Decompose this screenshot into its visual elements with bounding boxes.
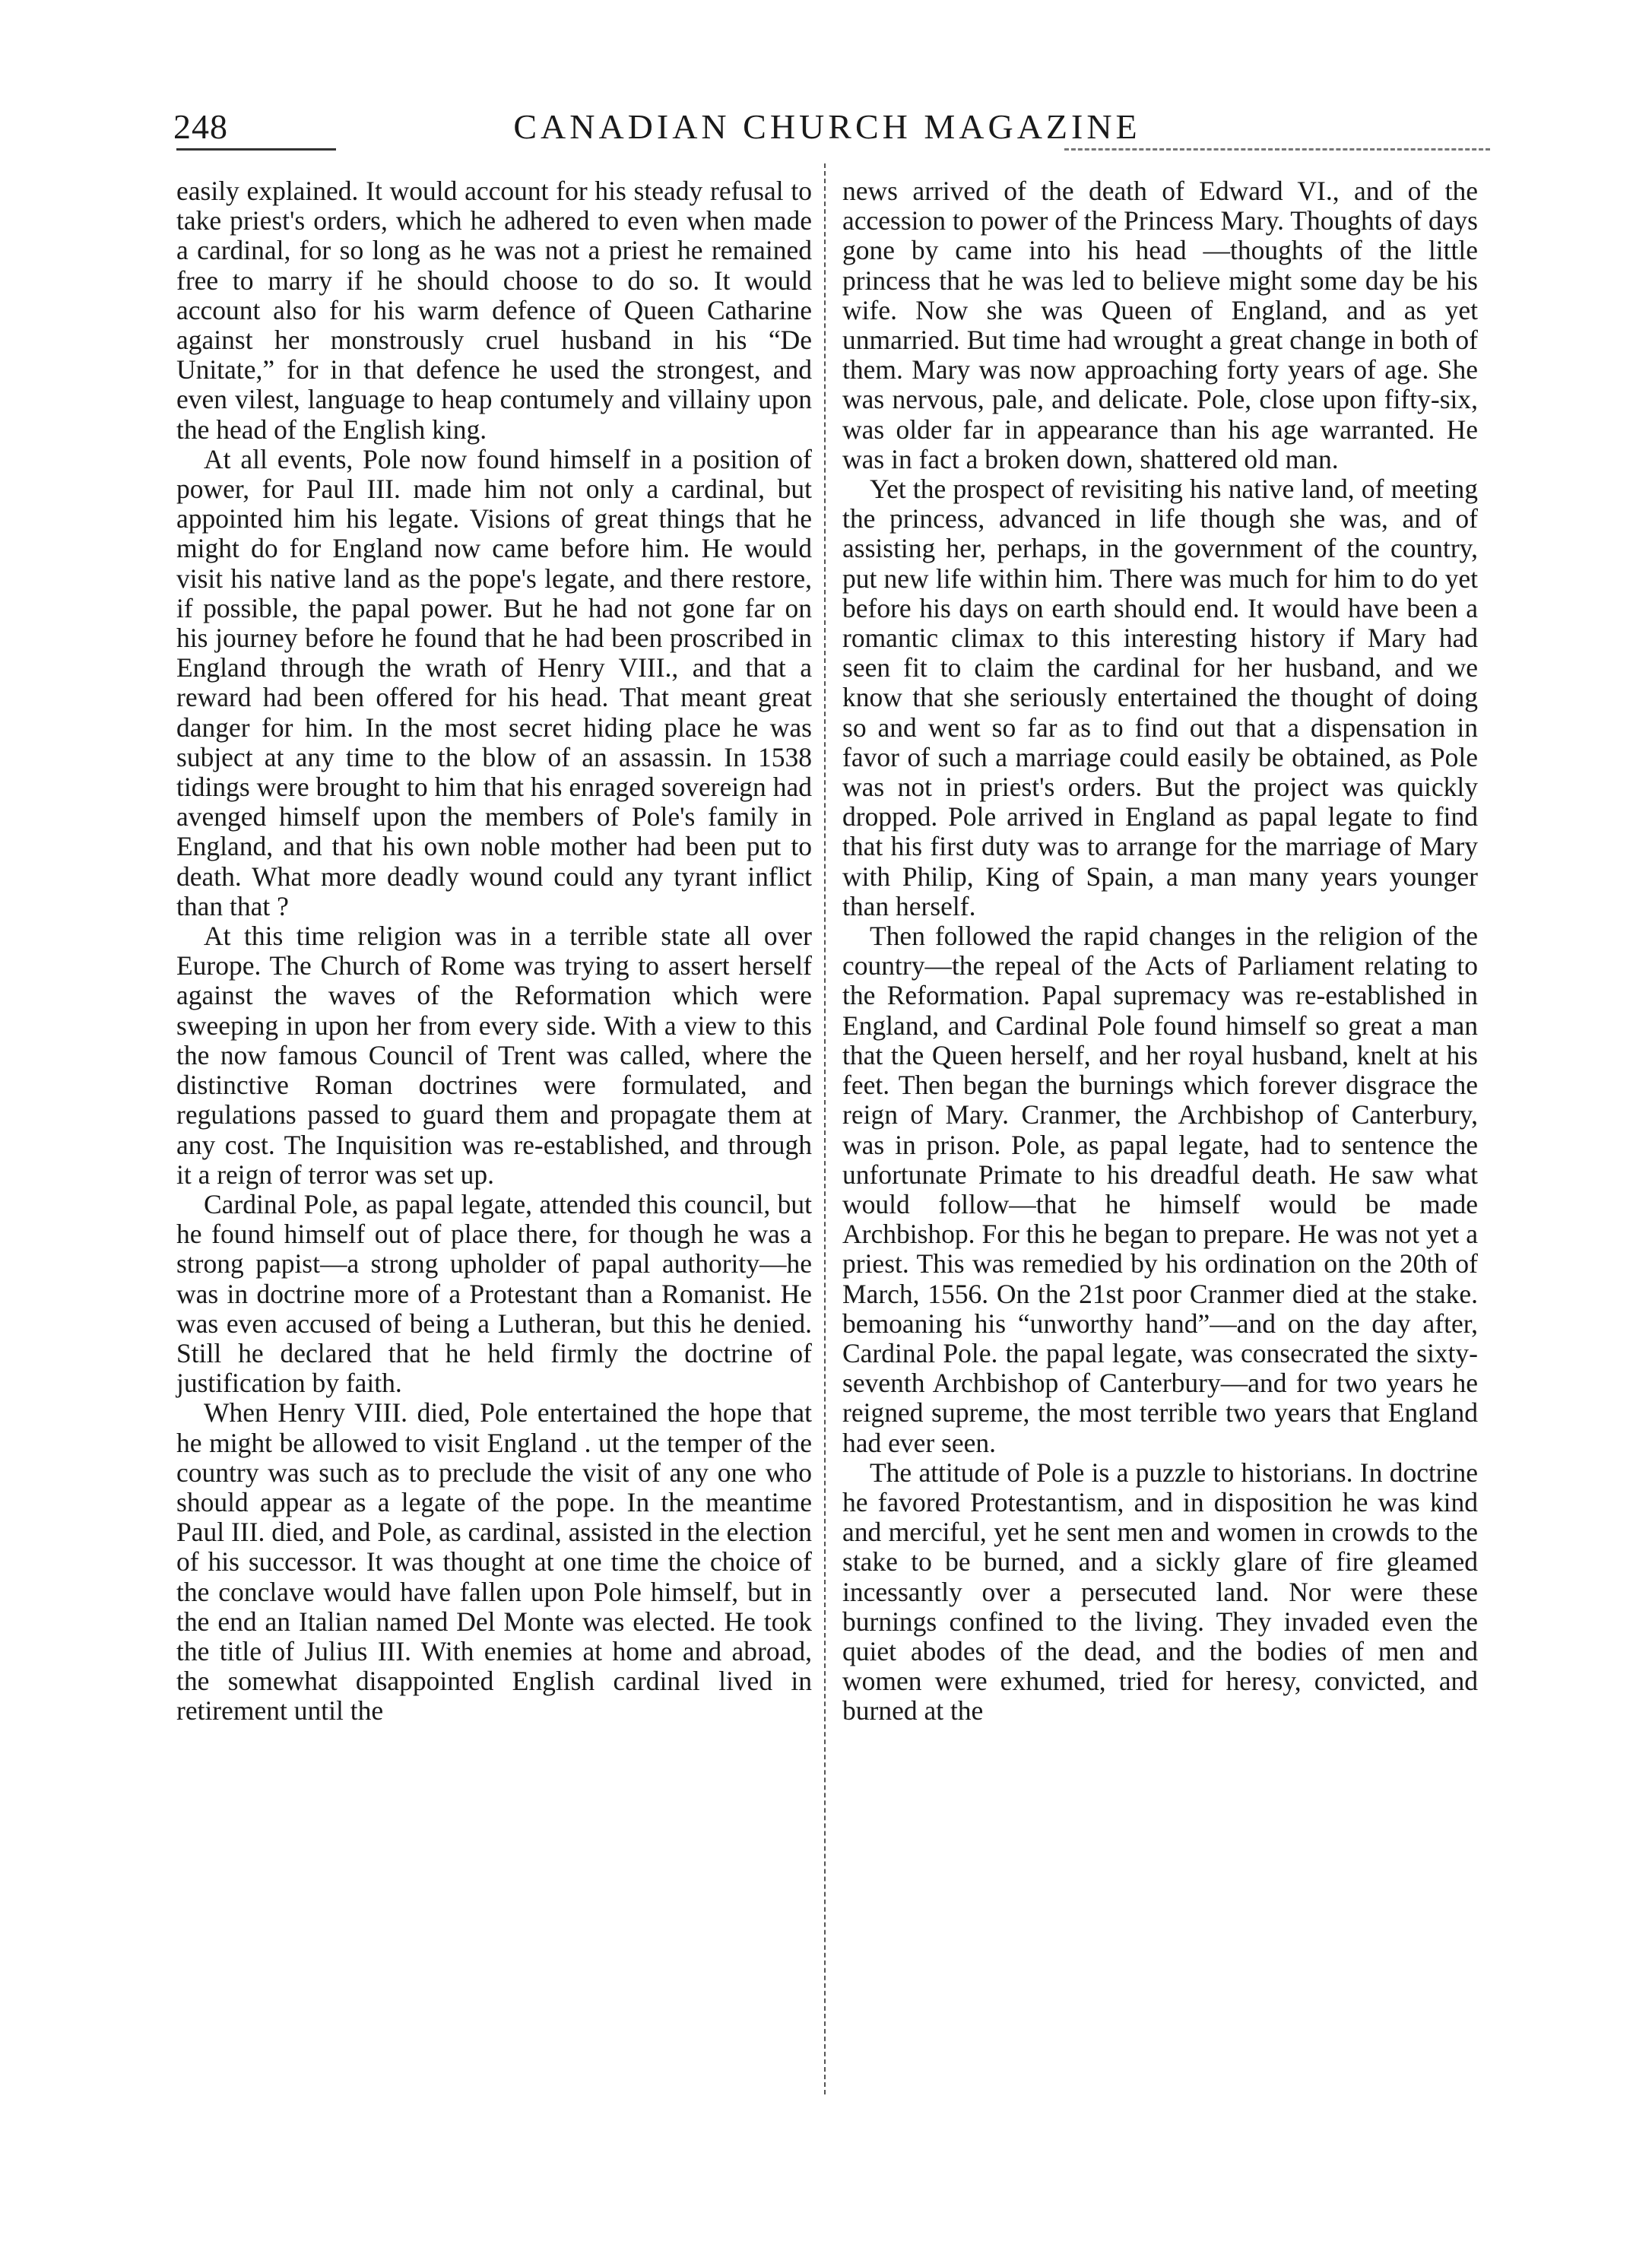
paragraph: When Henry VIII. died, Pole entertained the hope that he might be allowed to visit England . ut the temper of the country was such as to preclude the visit of any one who should appear as a legate of the pope. In the meantime Paul III. died, and Pole, as cardinal, assisted in the election of his successor. It was thought at one time the choice of the conclave would have fallen upon Pole himself, but in the end an Italian named Del Monte was elected. He took the title of Julius III. With enemies at home and abroad, the somewhat disappointed English cardinal lived in retirement until the xyxy=(176,1397,812,1726)
running-title: CANADIAN CHURCH MAGAZINE xyxy=(513,107,1141,146)
paragraph: easily explained. It would account for his steady refusal to take priest's orders, which he adhered to even when made a cardinal, for so long as he was not a priest he remained free to marry if he should choose to do so. It would account also for his warm defence of Queen Catharine against her monstrously cruel husband in his “De Unitate,” for in that defence he used the strongest, and even vilest, language to heap contumely and villainy upon the head of the English king. xyxy=(176,176,812,445)
paragraph: Yet the prospect of revisiting his native land, of meeting the princess, advanced in life though she was, and of assisting her, perhaps, in the government of the country, put new life within him. There was much for him to do yet before his days on earth should end. It would have been a romantic climax to this interesting history if Mary had seen fit to claim the cardinal for her husband, and we know that she seriously entertained the thought of doing so and went so far as to find out that a dispensation in favor of such a marriage could easily be obtained, as Pole was not in priest's orders. But the project was quickly dropped. Pole arrived in England as papal legate to find that his first duty was to arrange for the marriage of Mary with Philip, King of Spain, a man many years younger than herself. xyxy=(842,474,1478,921)
paragraph: At all events, Pole now found himself in a position of power, for Paul III. made him not only a cardinal, but appointed him his legate. Visions of great things that he might do for England now came before him. He would visit his native land as the pope's legate, and there restore, if possible, the papal power. But he had not gone far on his journey before he found that he had been proscribed in England through the wrath of Henry VIII., and that a reward had been offered for his head. That meant great danger for him. In the most secret hiding place he was subject at any time to the blow of an assassin. In 1538 tidings were brought to him that his enraged sovereign had avenged himself upon the members of Pole's family in England, and that his own noble mother had been put to death. What more deadly wound could any tyrant inflict than that ? xyxy=(176,443,812,921)
paragraph: The attitude of Pole is a puzzle to historians. In doctrine he favored Protestantism, and in disposition he was kind and merciful, yet he sent men and women in crowds to the stake to be burned, and a sickly glare of fire gleamed incessantly over a persecuted land. Nor were these burnings confined to the living. They invaded even the quiet abodes of the dead, and the bodies of men and women were exhumed, tried for heresy, convicted, and burned at the xyxy=(842,1457,1478,1726)
column-divider xyxy=(824,163,826,2094)
paragraph: At this time religion was in a terrible state all over Europe. The Church of Rome was trying to assert herself against the waves of the Reformation which were sweeping in upon her from every side. With a view to this the now famous Council of Trent was called, where the distinctive Roman doctrines were formulated, and regulations passed to guard them and propagate them at any cost. The Inquisition was re-established, and through it a reign of terror was set up. xyxy=(176,921,812,1190)
header-rule-right xyxy=(1064,148,1490,151)
right-column xyxy=(842,176,1478,1726)
page-header xyxy=(173,106,1481,160)
paragraph: Then followed the rapid changes in the religion of the country—the repeal of the Acts of Parliament relating to the Reformation. Papal supremacy was re-established in England, and Cardinal Pole found himself so great a man that the Queen herself, and her royal husband, knelt at his feet. Then began the burnings which forever disgrace the reign of Mary. Cranmer, the Archbishop of Canterbury, was in prison. Pole, as papal legate, had to sentence the unfortunate Primate to his dreadful death. He saw what would follow—that he himself would be made Archbishop. For this he began to prepare. He was not yet a priest. This was remedied by his ordination on the 20th of March, 1556. On the 21st poor Cranmer died at the stake. bemoaning his “unworthy hand”—and on the day after, Cardinal Pole. the papal legate, was consecrated the sixty-seventh Archbishop of Canterbury—and for two years he reigned supreme, the most terrible two years that England had ever seen. xyxy=(842,921,1478,1458)
left-column xyxy=(176,176,812,1726)
paragraph: news arrived of the death of Edward VI., and of the accession to power of the Princess Mary. Thoughts of days gone by came into his head —thoughts of the little princess that he was led to believe might some day be his wife. Now she was Queen of England, and as yet unmarried. But time had wrought a great change in both of them. Mary was now approaching forty years of age. She was nervous, pale, and delicate. Pole, close upon fifty-six, was older far in appearance than his age warranted. He was in fact a broken down, shattered old man. xyxy=(842,176,1478,474)
header-rule-left xyxy=(176,148,336,151)
page-number: 248 xyxy=(173,107,228,146)
paragraph: Cardinal Pole, as papal legate, attended this council, but he found himself out of place there, for though he was a strong papist—a strong upholder of papal authority—he was in doctrine more of a Protestant than a Romanist. He was even accused of being a Lutheran, but this he denied. Still he declared that he held firmly the doctrine of justification by faith. xyxy=(176,1188,812,1399)
